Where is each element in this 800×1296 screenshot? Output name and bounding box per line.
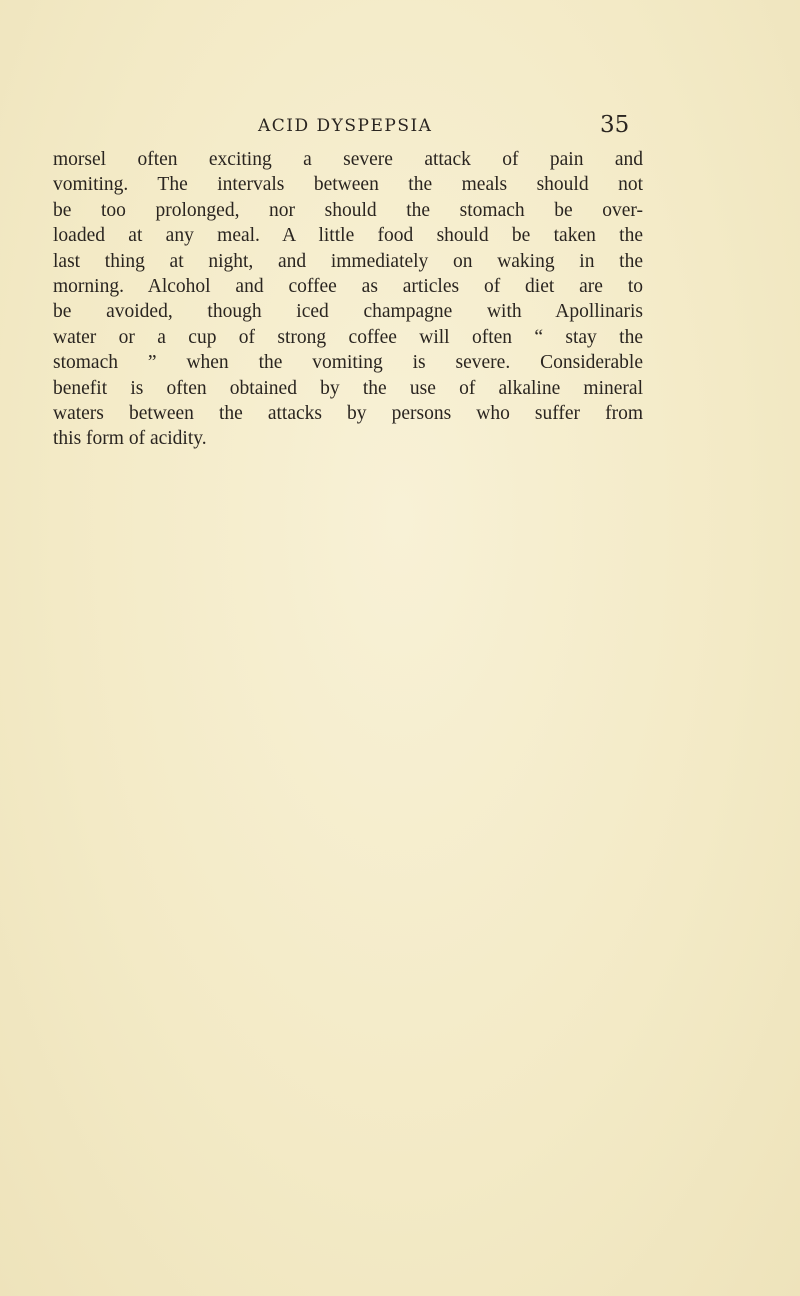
text-line: waters between the attacks by persons who suffer from — [53, 402, 643, 424]
text-line: be avoided, though iced champagne with Apollinaris — [53, 301, 643, 323]
running-head — [0, 112, 800, 142]
text-line: benefit is often obtained by the use of alkaline mineral — [53, 377, 643, 399]
body-paragraph — [53, 147, 643, 452]
text-line: morsel often exciting a severe attack of pain and — [53, 149, 643, 170]
text-line: loaded at any meal. A little food should be taken the — [53, 225, 643, 247]
text-line: this form of acidity. — [53, 428, 207, 450]
text-line: last thing at night, and immediately on waking in the — [53, 250, 643, 272]
text-line: morning. Alcohol and coffee as articles of diet are to — [53, 275, 643, 297]
text-line: water or a cup of strong coffee will often “ stay the — [53, 326, 643, 348]
running-title: ACID DYSPEPSIA — [258, 116, 433, 136]
page-number: 35 — [600, 112, 630, 138]
text-line: be too prolonged, nor should the stomach be over- — [53, 199, 643, 221]
text-line: stomach ” when the vomiting is severe. Considerable — [53, 352, 643, 374]
text-line: vomiting. The intervals between the meals should not — [53, 174, 643, 196]
